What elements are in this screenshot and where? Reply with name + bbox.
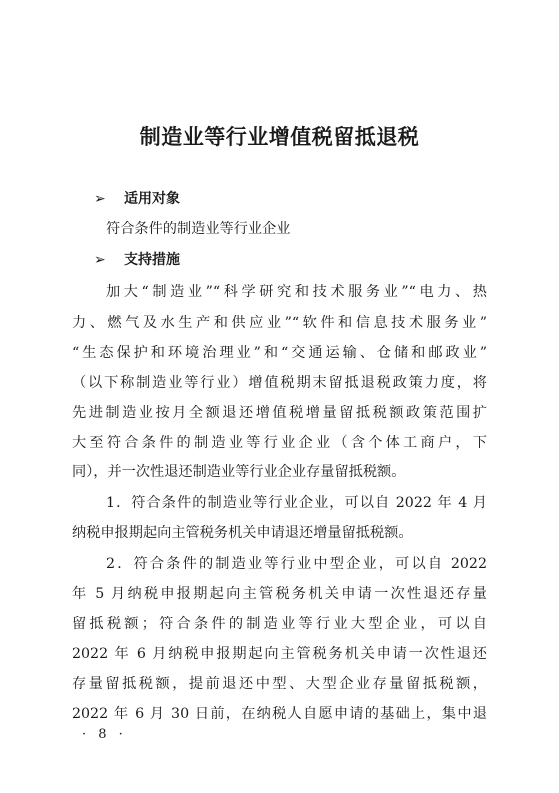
paragraph-line: 大至符合条件的制造业等行业企业（含个体工商户，下	[72, 435, 487, 451]
paragraph-line: 先进制造业按月全额退还增值税增量留抵税额政策范围扩	[72, 405, 487, 421]
section-heading-applicable-objects	[72, 189, 487, 209]
list-item-1-line: 纳税申报期起向主管税务机关申请退还增量留抵税额。	[72, 525, 413, 541]
paragraph-line: 加大“制造业”“科学研究和技术服务业”“电力、热	[106, 284, 487, 300]
paragraph-line: 同），并一次性退还制造业等行业企业存量留抵税额。	[72, 464, 406, 480]
list-item-2-line: 留抵税额；符合条件的制造业等行业大型企业，可以自	[72, 616, 487, 632]
section-heading-support-measures	[72, 250, 487, 270]
arrow-bullet-icon: ➢	[94, 252, 106, 268]
paragraph-line: （以下称制造业等行业）增值税期末留抵退税政策力度，将	[72, 375, 487, 391]
list-item-2-line: 2．符合条件的制造业等行业中型企业，可以自 2022	[106, 556, 487, 572]
paragraph-line: 力、燃气及水生产和供应业”“软件和信息技术服务业”	[72, 315, 487, 331]
list-item-2-line: 2022 年 6 月 30 日前，在纳税人自愿申请的基础上，集中退	[72, 706, 487, 722]
section-heading-label: 适用对象	[124, 191, 180, 207]
list-item-2-line: 年 5 月纳税申报期起向主管税务机关申请一次性退还存量	[72, 586, 487, 602]
list-item-2-line: 2022 年 6 月纳税申报期起向主管税务机关申请一次性退还	[72, 646, 487, 662]
section-heading-label: 支持措施	[124, 252, 180, 268]
page-title: 制造业等行业增值税留抵退税	[139, 125, 420, 149]
applicable-objects-text: 符合条件的制造业等行业企业	[106, 221, 291, 237]
list-item-1-line: 1．符合条件的制造业等行业企业，可以自 2022 年 4 月	[106, 495, 487, 511]
list-item-2-line: 存量留抵税额，提前退还中型、大型企业存量留抵税额，	[72, 676, 487, 692]
page-number: · 8 ·	[82, 727, 127, 742]
paragraph-line: “生态保护和环境治理业”和“交通运输、仓储和邮政业”	[72, 345, 487, 361]
arrow-bullet-icon: ➢	[94, 191, 106, 207]
